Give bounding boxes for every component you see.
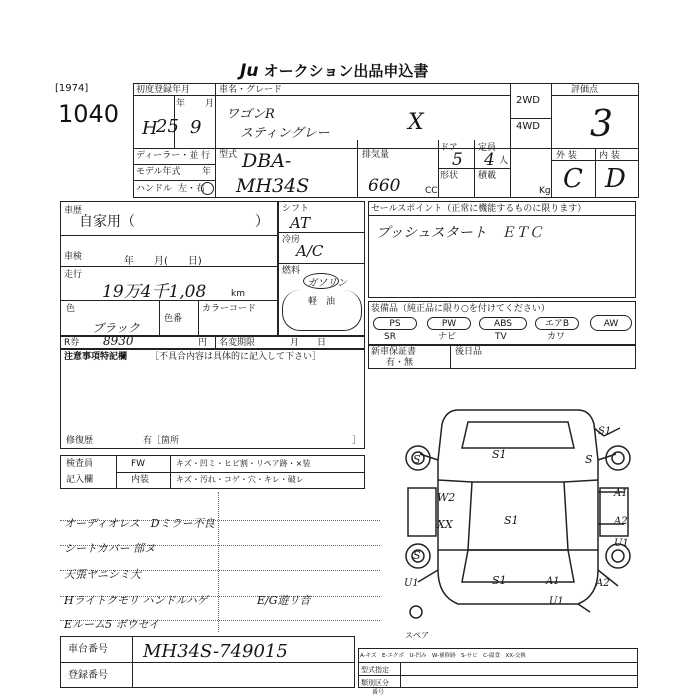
door-label: ドア <box>440 143 458 153</box>
repair-label: 修復歴 <box>66 436 94 446</box>
mark-s-fr: S <box>585 453 593 466</box>
usage-label: 車歴 <box>64 206 83 216</box>
mark-a2-right: A2 <box>614 516 628 527</box>
inspector-interior-items: キズ・汚れ・コゲ・穴・キレ・破レ <box>176 475 304 484</box>
mark-a1-right: A1 <box>614 488 628 499</box>
inspector-fw: FW <box>131 459 146 469</box>
rating-label: 評価点 <box>571 85 599 95</box>
notes-label: 注意事項特記欄 <box>64 352 128 362</box>
sales-label: セールスポイント（正常に機能するものに限ります） <box>371 204 587 214</box>
capacity-label: 定員 <box>478 143 497 153</box>
interior-grade: D <box>605 164 626 194</box>
sales-text: プッシュスタート ＥＴＣ <box>376 225 543 241</box>
mark-u1-right: U1 <box>614 538 629 549</box>
drive-2wd: 2WD <box>516 95 540 106</box>
repair-close: ］ <box>352 436 362 446</box>
mileage: 19万4千1,08 <box>102 282 207 302</box>
model-year-label: モデル年式 <box>136 167 181 177</box>
sheet-id: [1974] <box>55 83 89 94</box>
kg-unit: Kg <box>539 186 551 196</box>
color-code-label: カラーコード <box>202 304 257 314</box>
mileage-label: 走行 <box>64 270 83 280</box>
comment-2: シートカバー 部ヌ <box>64 542 156 555</box>
shape-label: 形状 <box>440 171 459 181</box>
transfer-date: 月 日 <box>290 338 327 348</box>
handle-circle <box>201 182 214 195</box>
color-label: 色 <box>66 304 76 314</box>
equip-abs[interactable]: ABS <box>479 317 527 330</box>
fuel: ガソリン <box>307 278 347 289</box>
reg-year-unit: 年 <box>176 99 186 109</box>
displacement-label: 排気量 <box>362 150 390 160</box>
dealer-label: ディーラー・並 行 <box>136 151 211 161</box>
warranty: 有・無 <box>386 358 414 368</box>
comment-extra: E/G遊リ音 <box>257 594 311 607</box>
mark-u1-bumper: U1 <box>549 596 564 607</box>
legend-items: A-キズ E-エクボ U-凹み W-補修跡 S-サビ C-腐食 XX-交換 <box>360 653 526 659</box>
mark-u1-left: U1 <box>404 578 419 589</box>
logo: Ju <box>240 61 259 81</box>
inspector-label: 検査員 <box>66 459 94 469</box>
color-number-label: 色番 <box>164 314 183 324</box>
model-label: 型式 <box>219 150 238 160</box>
color: ブラック <box>92 321 140 335</box>
interior-label: 内 装 <box>599 151 620 161</box>
transfer-label: 名変期限 <box>219 338 256 348</box>
equipment-label: 装備品（純正品に限り○を付けてください） <box>371 304 550 314</box>
recycle-fee: 8930 <box>103 334 134 348</box>
mark-s1-front-right: S1 <box>598 426 612 437</box>
fuel-bracket <box>282 290 362 331</box>
mark-xx: XX <box>437 518 453 531</box>
notes-box <box>60 349 365 449</box>
comment-5: Eルーム5 ボウセイ <box>64 618 160 631</box>
car-name-line1: ワゴンR <box>226 107 275 122</box>
legend-class: 類別区分 <box>361 679 389 687</box>
doors: 5 <box>452 150 463 170</box>
shift: AT <box>290 214 311 232</box>
inspector-entry-label: 記入欄 <box>66 475 94 485</box>
car-grade: X <box>408 110 424 135</box>
reg-year: 25 <box>156 116 179 137</box>
registration-label: 登録番号 <box>68 670 108 681</box>
record-label: 後日品 <box>455 347 483 357</box>
mark-s1-rear: S1 <box>492 574 507 587</box>
legend-model-designation: 型式指定 <box>361 666 389 674</box>
equip-tv: TV <box>495 332 507 342</box>
warranty-label: 新車保証書 <box>371 347 417 357</box>
reg-month: 9 <box>190 117 202 138</box>
chassis-label: 車台番号 <box>68 644 108 655</box>
mileage-unit: km <box>231 289 245 299</box>
rating-score: 3 <box>590 104 613 145</box>
mark-s1-roof: S1 <box>504 514 519 527</box>
legend-number: 番号 <box>372 689 385 696</box>
mark-s-fl: S <box>413 453 421 466</box>
load-label: 積載 <box>478 171 497 181</box>
capacity-unit: 人 <box>499 156 509 166</box>
exterior-grade: C <box>563 164 583 194</box>
displacement: 660 <box>368 176 401 196</box>
car-name-label: 車名・グレード <box>219 85 283 95</box>
form-title <box>240 60 428 81</box>
mark-s-rl: S <box>413 549 421 562</box>
equip-aw[interactable]: AW <box>590 315 632 331</box>
mark-w2: W2 <box>437 491 456 504</box>
diesel: 軽 油 <box>308 297 336 307</box>
inspection-label: 車検 <box>64 252 83 262</box>
yen-unit: 円 <box>198 338 208 348</box>
equip-navi: ナビ <box>438 332 457 342</box>
capacity: 4 <box>484 150 495 170</box>
reg-label: 初度登録年月 <box>136 85 191 95</box>
inspector-fw-items: キズ・凹ミ・ヒビ割・リペア跡・×装 <box>176 459 311 468</box>
repair: 有［箇所 <box>143 436 180 446</box>
equip-pw[interactable]: PW <box>427 317 471 330</box>
equip-sr: SR <box>384 332 396 342</box>
mark-a1-rear: A1 <box>546 576 560 587</box>
exterior-label: 外 装 <box>556 151 577 161</box>
equip-ps[interactable]: PS <box>373 317 417 330</box>
title-text: オークション出品申込書 <box>263 62 429 80</box>
comment-4: Hライトクモリ ハンドルハゲ <box>64 594 208 607</box>
shift-label: シフト <box>282 204 310 214</box>
model-code: MH34S <box>236 175 310 197</box>
recycle-label: R券 <box>64 338 80 348</box>
usage-close: ） <box>255 214 269 230</box>
comment-3: 天張ヤニシミ大 <box>64 568 141 581</box>
handle-label: ハンドル <box>136 184 173 194</box>
inspection-text: 年 月( 日) <box>124 256 202 267</box>
mark-s1-hood: S1 <box>492 448 507 461</box>
reg-month-unit: 月 <box>205 99 215 109</box>
ac: A/C <box>296 242 324 260</box>
drive-4wd: 4WD <box>516 121 540 132</box>
reg-era: H <box>142 118 158 139</box>
fuel-label: 燃料 <box>282 266 301 276</box>
ac-label: 冷房 <box>282 235 301 245</box>
usage-value: 自家用（ <box>79 214 135 230</box>
comment-1: オーディオレス Dミラー不良 <box>64 517 215 530</box>
equip-airbag[interactable]: エアB <box>535 317 579 330</box>
notes-instruction: ［不具合内容は具体的に記入して下さい］ <box>150 352 322 362</box>
spare-label: スペア <box>405 631 429 640</box>
car-name-line2: スティングレー <box>240 126 330 141</box>
inspector-interior: 内装 <box>131 475 150 485</box>
cc-unit: CC <box>425 186 438 196</box>
lot-number: 1040 <box>58 100 120 128</box>
model-year-unit: 年 <box>202 167 212 177</box>
handle-options: 左・右 <box>178 184 206 194</box>
mark-a2-rear: A2 <box>596 578 610 589</box>
chassis-number: MH34S-749015 <box>143 641 288 662</box>
equip-leather: カワ <box>547 332 566 342</box>
model-prefix: DBA- <box>242 150 292 172</box>
